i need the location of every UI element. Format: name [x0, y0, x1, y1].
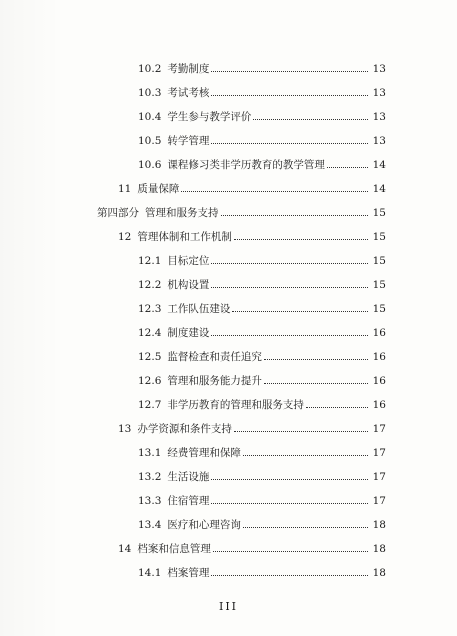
toc-entry-number: 14.1: [138, 567, 162, 579]
toc-entry-number: 12.6: [138, 375, 162, 387]
toc-entry-title: 监督检查和责任追究: [167, 351, 262, 363]
toc-entry: [138, 518, 386, 532]
dot-leader: [234, 431, 368, 432]
toc-entry-number: 11: [118, 183, 132, 195]
toc-entry-title: 目标定位: [167, 255, 210, 267]
dot-leader: [264, 359, 368, 360]
toc-entry-page: 18: [372, 543, 386, 555]
toc-entry: [138, 86, 386, 100]
toc-entry-title: 生活设施: [167, 471, 210, 483]
toc-entry-number: 13: [118, 423, 132, 435]
toc-entry-page: 17: [372, 495, 386, 507]
toc-entry-number: 第四部分: [97, 207, 139, 219]
toc-entry-title: 制度建设: [167, 327, 210, 339]
toc-entry: [118, 422, 386, 436]
toc-entry: [118, 542, 386, 556]
toc-entry-title: 课程修习类非学历教育的教学管理: [167, 159, 325, 171]
toc-entry-number: 14: [118, 543, 132, 555]
dot-leader: [211, 71, 368, 72]
toc-entry-title: 机构设置: [167, 279, 210, 291]
toc-entry: [138, 446, 386, 460]
dot-leader: [234, 239, 368, 240]
toc-entry-number: 12.5: [138, 351, 162, 363]
toc-entry: [138, 326, 386, 340]
toc-entry-number: 10.5: [138, 135, 162, 147]
toc-entry-page: 16: [372, 327, 386, 339]
toc-entry-number: 12.3: [138, 303, 162, 315]
toc-entry-page: 15: [372, 303, 386, 315]
dot-leader: [221, 215, 369, 216]
toc-entry: [138, 302, 386, 316]
toc-entry: [138, 110, 386, 124]
toc-entry-page: 16: [372, 399, 386, 411]
toc-entry-number: 13.4: [138, 519, 162, 531]
toc-entry-title: 工作队伍建设: [167, 303, 231, 315]
toc-entry-page: 18: [372, 519, 386, 531]
toc-entry-number: 12.2: [138, 279, 162, 291]
dot-leader: [211, 95, 368, 96]
toc-entry-title: 学生参与教学评价: [167, 111, 252, 123]
toc-entry-page: 17: [372, 423, 386, 435]
toc-entry: [118, 230, 386, 244]
toc-entry-number: 13.1: [138, 447, 162, 459]
toc-entry-title: 医疗和心理咨询: [167, 519, 241, 531]
toc-entry-page: 16: [372, 351, 386, 363]
toc-entry: [97, 206, 386, 220]
toc-entry: [118, 182, 386, 196]
toc-entry: [138, 494, 386, 508]
toc-entry-page: 13: [372, 63, 386, 75]
toc-entry-page: 17: [372, 471, 386, 483]
dot-leader: [327, 167, 368, 168]
toc-entry-page: 16: [372, 375, 386, 387]
toc-entry-title: 质量保障: [137, 183, 180, 195]
toc-entry-title: 经费管理和保障: [167, 447, 241, 459]
toc-entry-page: 17: [372, 447, 386, 459]
toc-entry-number: 10.2: [138, 63, 162, 75]
toc-entry-page: 18: [372, 567, 386, 579]
toc-entry: [138, 566, 386, 580]
dot-leader: [211, 335, 368, 336]
toc-entry-title: 管理体制和工作机制: [137, 231, 232, 243]
dot-leader: [211, 287, 368, 288]
toc-entry-title: 管理和服务能力提升: [167, 375, 262, 387]
toc-entry-number: 12.7: [138, 399, 162, 411]
page-number-footer: III: [218, 600, 239, 613]
toc-entry-number: 10.4: [138, 111, 162, 123]
toc-entry: [138, 158, 386, 172]
toc-entry-page: 14: [372, 183, 386, 195]
toc-entry-title: 办学资源和条件支持: [137, 423, 232, 435]
toc-entry: [138, 398, 386, 412]
dot-leader: [243, 527, 368, 528]
toc-entry-page: 13: [372, 87, 386, 99]
toc-entry-title: 档案管理: [167, 567, 210, 579]
dot-leader: [211, 503, 368, 504]
dot-leader: [264, 383, 368, 384]
toc-entry-page: 15: [372, 207, 386, 219]
toc-entry-page: 14: [372, 159, 386, 171]
dot-leader: [181, 191, 368, 192]
toc-entry-number: 12.1: [138, 255, 162, 267]
toc-entry-page: 15: [372, 255, 386, 267]
toc-entry-page: 15: [372, 231, 386, 243]
toc-entry-title: 非学历教育的管理和服务支持: [167, 399, 304, 411]
toc-entry: [138, 254, 386, 268]
dot-leader: [211, 263, 368, 264]
dot-leader: [211, 143, 368, 144]
toc-entry-page: 15: [372, 279, 386, 291]
toc-entry: [138, 134, 386, 148]
toc-entry: [138, 350, 386, 364]
toc-entry-number: 13.3: [138, 495, 162, 507]
toc-entry-title: 考勤制度: [167, 63, 210, 75]
toc-entry-title: 考试考核: [167, 87, 210, 99]
dot-leader: [253, 119, 368, 120]
toc-entry-number: 10.3: [138, 87, 162, 99]
dot-leader: [211, 479, 368, 480]
dot-leader: [243, 455, 368, 456]
dot-leader: [211, 575, 368, 576]
toc-entry-number: 13.2: [138, 471, 162, 483]
toc-entry: [138, 470, 386, 484]
toc-entry-number: 12.4: [138, 327, 162, 339]
toc-entry-page: 13: [372, 135, 386, 147]
toc-entry: [138, 374, 386, 388]
dot-leader: [232, 311, 368, 312]
scan-shadow: [0, 0, 60, 636]
toc-entry: [138, 278, 386, 292]
dot-leader: [306, 407, 368, 408]
toc-entry-title: 档案和信息管理: [137, 543, 211, 555]
toc-entry-number: 10.6: [138, 159, 162, 171]
dot-leader: [213, 551, 368, 552]
toc-entry-number: 12: [118, 231, 132, 243]
toc-entry-title: 转学管理: [167, 135, 210, 147]
toc-entry-title: 住宿管理: [167, 495, 210, 507]
toc-entry: [138, 62, 386, 76]
toc-entry-page: 13: [372, 111, 386, 123]
toc-entry-title: 管理和服务支持: [145, 207, 219, 219]
